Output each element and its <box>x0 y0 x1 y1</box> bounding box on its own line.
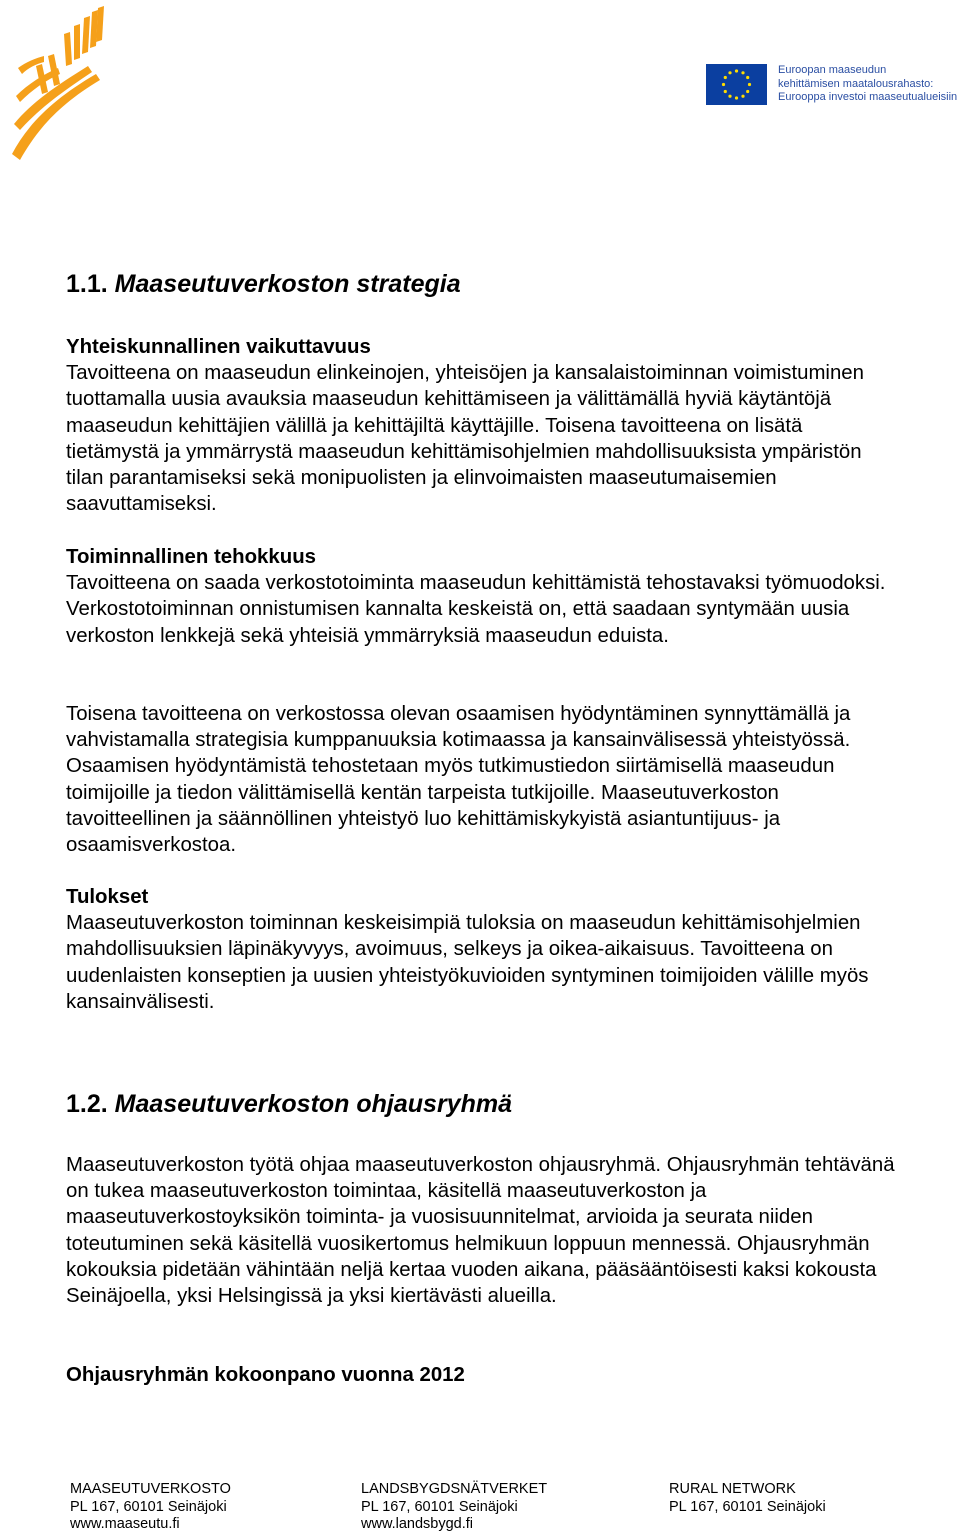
paragraph-text: Tavoitteena on maaseudun elinkeinojen, yhteisöjen ja kansalaistoiminnan voimistuminen tuottamalla uusia avauksia maaseudun kehittämiseen ja välittämällä hyviä käytäntöjä maaseudun kehittäjien välillä ja kehittäjiltä käyttäjille. Toisena tavoitteena on lisätä tietämystä ja ymmärrystä maaseudun kehittämisohjelmien mahdollisuuksista ympäristön tilan parantamiseksi sekä monipuolisten ja elinvoimaisten maaseutumaisemien saavuttamiseksi. <box>66 362 864 516</box>
footer-org-name: LANDSBYGDSNÄTVERKET <box>361 1481 548 1497</box>
footer-address: PL 167, 60101 Seinäjoki <box>70 1498 227 1515</box>
section-title: Maaseutuverkoston ohjausryhmä <box>114 1090 512 1118</box>
paragraph-text: Toisena tavoitteena on verkostossa olevan osaamisen hyödyntäminen synnyttämällä ja vahvistamalla strategisia kumppanuuksia kotimaassa ja kansainvälisessä yhteistyössä. Osaamisen hyödyntämistä tehostetaan myös tutkimustiedon siirtämisellä maaseudun toimijoille ja tiedon välittämisellä kentän tarpeista tutkijoille. Maaseutuverkoston tavoitteellinen ja säännöllinen yhteistyö luo kehittämiskykyistä asiantuntijuus- ja osaamisverkostoa. <box>66 703 851 857</box>
section-number: 1.2. <box>66 1090 108 1118</box>
subheading: Yhteiskunnallinen vaikuttavuus <box>66 336 371 358</box>
paragraph-steering-group <box>66 1152 896 1309</box>
footer-website-link[interactable]: www.landsbygd.fi <box>361 1516 474 1532</box>
paragraph-operational-efficiency <box>66 544 896 649</box>
paragraph-text: Tavoitteena on saada verkostotoiminta maaseudun kehittämistä tehostavaksi työmuodoksi. Verkostotoiminnan onnistumisen kannalta keskeistä on, että saadaan syntymään uusia verkoston lenkkejä sekä yhteisiä ymmärryksiä maaseudun eduista. <box>66 572 886 647</box>
eu-caption-line: Euroopan maaseudun <box>778 64 887 76</box>
footer-address: PL 167, 60101 Seinäjoki <box>361 1498 518 1515</box>
footer-column-rural-network <box>669 1481 826 1516</box>
section-heading-steering-group <box>66 1090 512 1119</box>
footer-org-name: RURAL NETWORK <box>669 1481 796 1497</box>
eu-caption-line: kehittämisen maatalousrahasto: <box>778 77 934 90</box>
paragraph-text: Maaseutuverkoston toiminnan keskeisimpiä tuloksia on maaseudun kehittämisohjelmien mahdollisuuksien läpinäkyvyys, avoimuus, selkeys ja oikea-aikaisuus. Tavoitteena on uudenlaisten konseptien ja uusien yhteistyökuvioiden syntyminen toimijoiden välille myös kansainvälisesti. <box>66 912 869 1013</box>
subheading: Tulokset <box>66 886 149 908</box>
section-number: 1.1. <box>66 270 108 298</box>
paragraph-societal-impact <box>66 334 896 517</box>
footer-address: PL 167, 60101 Seinäjoki <box>669 1498 826 1515</box>
section-heading-strategy <box>66 270 461 299</box>
section-title: Maaseutuverkoston strategia <box>114 270 461 298</box>
eu-flag-icon <box>706 64 767 105</box>
eu-caption-line: Eurooppa investoi maaseutualueisiin <box>778 91 958 103</box>
paragraph-results <box>66 884 896 1015</box>
paragraph-composition <box>66 1362 896 1388</box>
paragraph-text: Maaseutuverkoston työtä ohjaa maaseutuverkoston ohjausryhmä. Ohjausryhmän tehtävänä on tukea maaseutuverkoston toimintaa, käsitellä maaseutuverkoston ja maaseutuverkostoyksikön toiminta- ja vuosisuunnitelmat, arvioida ja seurata niiden toteutuminen sekä käsitellä vuosikertomus helmikuun loppuun mennessä. Ohjausryhmän kokouksia pidetään vähintään neljä kertaa vuoden aikana, pääsääntöisesti kaksi kokousta Seinäjoella, yksi Helsingissä ja yksi kiertävästi alueilla. <box>66 1154 895 1308</box>
subheading: Toiminnallinen tehokkuus <box>66 546 316 568</box>
footer-org-name: MAASEUTUVERKOSTO <box>70 1481 231 1497</box>
footer-column-maaseutuverkosto <box>70 1481 231 1534</box>
eu-fund-caption <box>778 64 960 105</box>
maaseutuverkosto-logo-icon <box>8 4 108 162</box>
footer-website-link[interactable]: www.maaseutu.fi <box>70 1516 180 1532</box>
subheading: Ohjausryhmän kokoonpano vuonna 2012 <box>66 1364 465 1386</box>
paragraph-second-goal <box>66 701 896 858</box>
footer-column-landsbygdsnatverket <box>361 1481 547 1534</box>
